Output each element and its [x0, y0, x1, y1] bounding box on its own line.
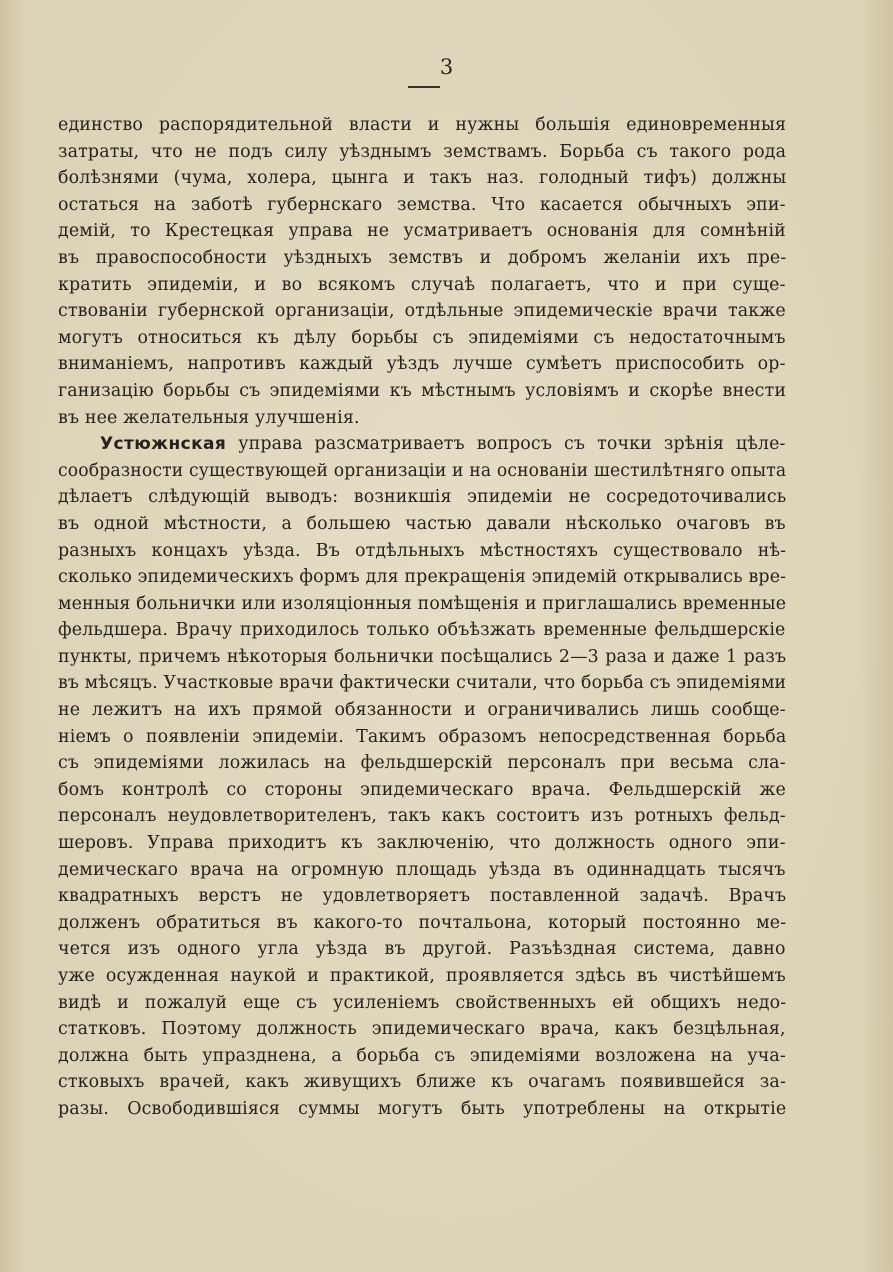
- text-line: бомъ контролѣ со стороны эпидемическаго врача. Фельдшерскій же: [58, 779, 786, 800]
- page-number-rule: [408, 86, 440, 88]
- page-number-container: [0, 54, 893, 80]
- text-line: съ эпидеміями ложилась на фельдшерскій персоналъ при весьма сла-: [58, 753, 786, 774]
- text-line: менныя больнички или изоляціонныя помѣщенія и приглашались временные: [58, 593, 786, 614]
- text-line: сколько эпидемическихъ формъ для прекращенія эпидемій открывались вре-: [58, 567, 786, 588]
- text-line: фельдшера. Врачу приходилось только объѣзжать временные фельдшерскіе: [58, 620, 786, 641]
- text-line: сообразности существующей организаціи и на основаніи шестилѣтняго опыта: [58, 460, 786, 481]
- text-line: разныхъ концахъ уѣзда. Въ отдѣльныхъ мѣстностяхъ существовало нѣ-: [58, 540, 786, 561]
- text-line: демій, то Крестецкая управа не усматриваетъ основанія для сомнѣній: [58, 221, 786, 242]
- body-text: [58, 112, 786, 1123]
- text-line: затраты, что не подъ силу уѣзднымъ земствамъ. Борьба съ такого рода: [58, 141, 786, 162]
- text-line: могутъ относиться къ дѣлу борьбы съ эпидеміями съ недостаточнымъ: [58, 327, 786, 348]
- text-line: ганизацію борьбы съ эпидеміями къ мѣстнымъ условіямъ и скорѣе внести: [58, 380, 786, 401]
- text-line: персоналъ неудовлетворителенъ, такъ какъ состоитъ изъ ротныхъ фельд-: [58, 806, 786, 827]
- text-line: уже осужденная наукой и практикой, проявляется здѣсь въ чистѣйшемъ: [58, 966, 786, 986]
- text-line: дѣлаетъ слѣдующій выводъ: возникшія эпидеміи не сосредоточивались: [58, 487, 786, 508]
- first-line-rest: управа разсматриваетъ вопросъ съ точки зрѣнія цѣле-: [226, 434, 786, 455]
- text-line: демическаго врача на огромную площадь уѣзда въ одиннадцать тысячъ: [58, 859, 786, 880]
- text-line: шеровъ. Управа приходитъ къ заключенію, что должность одного эпи-: [58, 833, 786, 854]
- paragraph-1: [58, 112, 786, 431]
- page-number: 3: [439, 55, 454, 79]
- text-line: квадратныхъ верстъ не удовлетворяетъ поставленной задачѣ. Врачъ: [58, 886, 786, 907]
- text-line: болѣзнями (чума, холера, цынга и такъ наз. голодный тифъ) должны: [58, 168, 786, 189]
- text-line: стковыхъ врачей, какъ живущихъ ближе къ очагамъ появившейся за-: [58, 1072, 786, 1093]
- lead-word: Устюжнская: [100, 434, 227, 455]
- text-line: въ одной мѣстности, а большею частью давали нѣсколько очаговъ въ: [58, 513, 786, 534]
- text-line: должна быть упразднена, а борьба съ эпидеміями возложена на уча-: [58, 1045, 786, 1066]
- text-line: кратить эпидеміи, и во всякомъ случаѣ полагаетъ, что и при суще-: [58, 274, 786, 295]
- text-line: не лежитъ на ихъ прямой обязанности и ограничивались лишь сообще-: [58, 700, 786, 721]
- text-line: видѣ и пожалуй еще съ усиленіемъ свойственныхъ ей общихъ недо-: [58, 992, 786, 1013]
- text-line: въ мѣсяцъ. Участковые врачи фактически считали, что борьба съ эпидеміями: [58, 673, 786, 694]
- text-line: статковъ. Поэтому должность эпидемическаго врача, какъ безцѣльная,: [58, 1019, 786, 1040]
- text-line: въ нее желательныя улучшенія.: [58, 407, 360, 428]
- text-line: разы. Освободившіяся суммы могутъ быть употреблены на открытіе: [58, 1098, 786, 1119]
- text-line: долженъ обратиться въ какого-то почтальона, который постоянно ме-: [58, 912, 786, 933]
- text-line: ствованіи губернской организаціи, отдѣльные эпидемическіе врачи также: [58, 301, 786, 322]
- text-line: [58, 431, 786, 458]
- text-line: остаться на заботѣ губернскаго земства. Что касается обычныхъ эпи-: [58, 194, 786, 215]
- text-line: въ правоспособности уѣздныхъ земствъ и добромъ желаніи ихъ пре-: [58, 247, 786, 268]
- paragraph-2: [58, 431, 786, 1122]
- text-line: чется изъ одного угла уѣзда въ другой. Разъѣздная система, давно: [58, 939, 786, 960]
- text-line: пункты, причемъ нѣкоторыя больнички посѣщались 2—3 раза и даже 1 разъ: [58, 646, 786, 667]
- text-line: вниманіемъ, напротивъ каждый уѣздъ лучше сумѣетъ приспособить ор-: [58, 354, 786, 375]
- text-line: единство распорядительной власти и нужны большія единовременныя: [58, 115, 786, 135]
- text-line: ніемъ о появленіи эпидеміи. Такимъ образомъ непосредственная борьба: [58, 726, 786, 747]
